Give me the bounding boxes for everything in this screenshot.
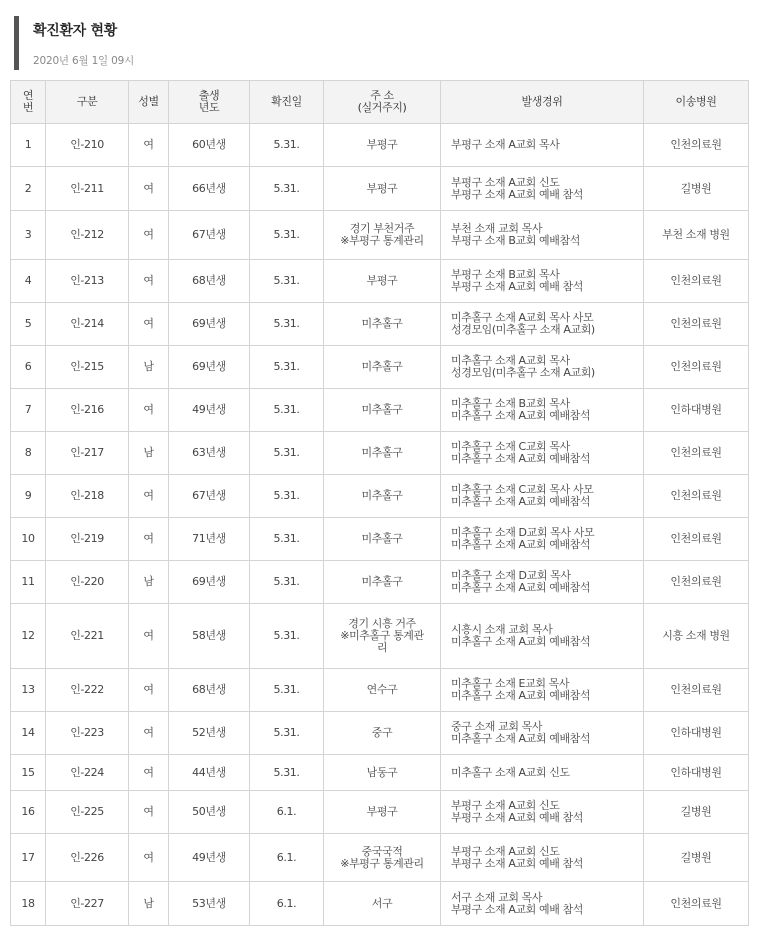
birth-year-cell: 67년생 — [169, 211, 250, 260]
route-cell — [441, 475, 644, 518]
case-id-cell: 인-215 — [46, 346, 129, 389]
case-id-cell: 인-218 — [46, 475, 129, 518]
address-line: 부평구 — [366, 274, 398, 287]
table-row — [11, 834, 749, 882]
birth-year-cell: 53년생 — [169, 882, 250, 926]
route-line: 부평구 소재 A교회 신도 — [451, 844, 560, 858]
header-line: 확진일 — [271, 95, 302, 108]
address-cell — [324, 669, 441, 712]
birth-year-cell: 49년생 — [169, 834, 250, 882]
confirmed-date-cell: 5.31. — [250, 755, 324, 791]
route-line: 미추홀구 소재 A교회 예배참석 — [451, 538, 591, 551]
confirmed-date-cell: 5.31. — [250, 669, 324, 712]
route-cell — [441, 518, 644, 561]
confirmed-date-cell: 5.31. — [250, 260, 324, 303]
route-cell — [441, 882, 644, 926]
confirmed-date-cell: 5.31. — [250, 712, 324, 755]
confirmed-date-cell: 6.1. — [250, 834, 324, 882]
case-id-cell: 인-222 — [46, 669, 129, 712]
hospital-cell: 인천의료원 — [644, 475, 749, 518]
address-cell — [324, 604, 441, 669]
route-cell — [441, 712, 644, 755]
route-cell — [441, 211, 644, 260]
route-line: 부평구 소재 B교회 예배참석 — [451, 234, 580, 247]
route-cell — [441, 432, 644, 475]
route-cell — [441, 834, 644, 882]
route-cell — [441, 791, 644, 834]
birth-year-cell: 60년생 — [169, 124, 250, 167]
route-line: 미추홀구 소재 A교회 목사 — [451, 354, 570, 367]
row-number-cell: 16 — [11, 791, 46, 834]
hospital-cell: 인천의료원 — [644, 882, 749, 926]
birth-year-cell: 71년생 — [169, 518, 250, 561]
address-line: 미추홀구 — [361, 360, 403, 373]
sex-cell: 남 — [129, 882, 169, 926]
route-line: 미추홀구 소재 A교회 신도 — [451, 765, 570, 779]
address-cell — [324, 791, 441, 834]
route-line: 부평구 소재 A교회 신도 — [451, 799, 560, 812]
birth-year-cell: 58년생 — [169, 604, 250, 669]
route-line: 미추홀구 소재 D교회 목사 사모 — [451, 526, 595, 539]
sex-cell: 여 — [129, 712, 169, 755]
sex-cell: 여 — [129, 669, 169, 712]
case-id-cell: 인-214 — [46, 303, 129, 346]
route-line: 미추홀구 소재 D교회 목사 — [451, 569, 571, 582]
address-line: ※부평구 통계관리 — [340, 234, 424, 247]
confirmed-date-cell: 5.31. — [250, 303, 324, 346]
table-row — [11, 432, 749, 475]
page-header — [14, 16, 134, 70]
address-line: 미추홀구 — [361, 575, 403, 588]
address-line: 미추홀구 — [361, 446, 403, 459]
sex-cell: 여 — [129, 518, 169, 561]
row-number-cell: 12 — [11, 604, 46, 669]
address-cell — [324, 303, 441, 346]
birth-year-cell: 69년생 — [169, 346, 250, 389]
address-cell — [324, 882, 441, 926]
route-cell — [441, 389, 644, 432]
confirmed-date-cell: 5.31. — [250, 432, 324, 475]
header-line: 발생경위 — [521, 95, 563, 108]
confirmed-date-cell: 5.31. — [250, 167, 324, 211]
sex-cell: 여 — [129, 124, 169, 167]
route-line: 성경모임(미추홀구 소재 A교회) — [451, 323, 595, 336]
sex-cell: 남 — [129, 346, 169, 389]
table-row — [11, 518, 749, 561]
route-cell — [441, 755, 644, 791]
route-line: 부평구 소재 A교회 예배 참석 — [451, 280, 583, 293]
col-id-header — [46, 81, 129, 124]
sex-cell: 여 — [129, 834, 169, 882]
table-row — [11, 882, 749, 926]
route-line: 부평구 소재 A교회 예배 참석 — [451, 187, 583, 201]
page-title: 확진환자 현황 — [33, 23, 117, 39]
address-cell — [324, 475, 441, 518]
birth-year-cell: 52년생 — [169, 712, 250, 755]
route-cell — [441, 124, 644, 167]
address-cell — [324, 432, 441, 475]
row-number-cell: 4 — [11, 260, 46, 303]
table-row — [11, 260, 749, 303]
confirmed-date-cell: 6.1. — [250, 882, 324, 926]
case-id-cell: 인-227 — [46, 882, 129, 926]
route-line: 미추홀구 소재 A교회 예배참석 — [451, 452, 591, 465]
table-row — [11, 346, 749, 389]
route-line: 부천 소재 교회 목사 — [451, 222, 543, 235]
route-line: 시흥시 소재 교회 목사 — [451, 623, 553, 636]
case-id-cell: 인-225 — [46, 791, 129, 834]
col-route-header — [441, 81, 644, 124]
case-id-cell: 인-217 — [46, 432, 129, 475]
route-line: 미추홀구 소재 A교회 예배참석 — [451, 732, 591, 745]
hospital-cell: 인천의료원 — [644, 561, 749, 604]
col-address-header — [324, 81, 441, 124]
header-line: 출생 — [198, 89, 220, 102]
birth-year-cell: 66년생 — [169, 167, 250, 211]
table-row — [11, 124, 749, 167]
address-line: 서구 — [371, 896, 393, 910]
route-line: 성경모임(미추홀구 소재 A교회) — [451, 366, 595, 379]
address-line: 중국국적 — [361, 844, 403, 858]
row-number-cell: 8 — [11, 432, 46, 475]
route-line: 미추홀구 소재 B교회 목사 — [451, 397, 570, 410]
route-cell — [441, 167, 644, 211]
route-cell — [441, 561, 644, 604]
row-number-cell: 11 — [11, 561, 46, 604]
header-line: 번 — [22, 101, 34, 114]
address-line: 부평구 — [366, 138, 398, 151]
row-number-cell: 15 — [11, 755, 46, 791]
route-cell — [441, 260, 644, 303]
birth-year-cell: 69년생 — [169, 561, 250, 604]
address-line: 미추홀구 — [361, 317, 403, 330]
case-id-cell: 인-210 — [46, 124, 129, 167]
case-id-cell: 인-219 — [46, 518, 129, 561]
col-number-header — [11, 81, 46, 124]
hospital-cell: 인천의료원 — [644, 518, 749, 561]
table-row — [11, 561, 749, 604]
hospital-cell: 길병원 — [644, 834, 749, 882]
row-number-cell: 2 — [11, 167, 46, 211]
table-row — [11, 303, 749, 346]
row-number-cell: 14 — [11, 712, 46, 755]
sex-cell: 여 — [129, 755, 169, 791]
table-row — [11, 475, 749, 518]
hospital-cell: 인하대병원 — [644, 389, 749, 432]
confirmed-date-cell: 5.31. — [250, 346, 324, 389]
header-line: 성별 — [138, 95, 159, 108]
row-number-cell: 7 — [11, 389, 46, 432]
sex-cell: 여 — [129, 303, 169, 346]
route-line: 중구 소재 교회 목사 — [451, 720, 543, 733]
hospital-cell: 인천의료원 — [644, 669, 749, 712]
route-line: 미추홀구 소재 A교회 목사 사모 — [451, 311, 594, 324]
birth-year-cell: 50년생 — [169, 791, 250, 834]
table-row — [11, 167, 749, 211]
header-line: 연 — [22, 89, 34, 102]
route-line: 부평구 소재 A교회 신도 — [451, 175, 560, 189]
sex-cell: 여 — [129, 475, 169, 518]
route-line: 부평구 소재 A교회 예배 참석 — [451, 811, 583, 824]
route-line: 미추홀구 소재 C교회 목사 — [451, 440, 570, 453]
hospital-cell: 인하대병원 — [644, 712, 749, 755]
col-hospital-header — [644, 81, 749, 124]
row-number-cell: 9 — [11, 475, 46, 518]
birth-year-cell: 63년생 — [169, 432, 250, 475]
address-line: 부평구 — [366, 805, 398, 818]
route-cell — [441, 669, 644, 712]
route-cell — [441, 346, 644, 389]
address-cell — [324, 518, 441, 561]
case-id-cell: 인-216 — [46, 389, 129, 432]
table-row — [11, 669, 749, 712]
route-line: 미추홀구 소재 E교회 목사 — [451, 677, 570, 690]
patient-table — [10, 80, 749, 926]
address-line: ※부평구 통계관리 — [340, 856, 424, 870]
hospital-cell: 시흥 소재 병원 — [644, 604, 749, 669]
confirmed-date-cell: 5.31. — [250, 518, 324, 561]
row-number-cell: 10 — [11, 518, 46, 561]
confirmed-date-cell: 6.1. — [250, 791, 324, 834]
birth-year-cell: 67년생 — [169, 475, 250, 518]
address-cell — [324, 712, 441, 755]
birth-year-cell: 69년생 — [169, 303, 250, 346]
col-birth-year-header — [169, 81, 250, 124]
route-line: 미추홀구 소재 A교회 예배참석 — [451, 495, 591, 508]
table-row — [11, 755, 749, 791]
address-cell — [324, 260, 441, 303]
address-cell — [324, 561, 441, 604]
address-line: 미추홀구 — [361, 532, 403, 545]
row-number-cell: 6 — [11, 346, 46, 389]
route-line: 미추홀구 소재 A교회 예배참석 — [451, 581, 591, 594]
header-line: 주 소 — [370, 89, 394, 102]
confirmed-date-cell: 5.31. — [250, 124, 324, 167]
hospital-cell: 인하대병원 — [644, 755, 749, 791]
birth-year-cell: 68년생 — [169, 260, 250, 303]
address-line: 경기 부천거주 — [349, 222, 415, 235]
hospital-cell: 길병원 — [644, 791, 749, 834]
hospital-cell: 인천의료원 — [644, 260, 749, 303]
header-line: 년도 — [198, 101, 220, 114]
route-line: 미추홀구 소재 A교회 예배참석 — [451, 635, 591, 648]
route-line: 미추홀구 소재 A교회 예배참석 — [451, 409, 591, 422]
table-row — [11, 211, 749, 260]
address-line: 연수구 — [366, 683, 398, 696]
sex-cell: 여 — [129, 211, 169, 260]
route-line: 서구 소재 교회 목사 — [451, 890, 543, 904]
header-line: 이송병원 — [675, 95, 717, 108]
sex-cell: 여 — [129, 260, 169, 303]
row-number-cell: 18 — [11, 882, 46, 926]
sex-cell: 여 — [129, 389, 169, 432]
route-line: 미추홀구 소재 C교회 목사 사모 — [451, 483, 594, 496]
hospital-cell: 인천의료원 — [644, 303, 749, 346]
address-line: 부평구 — [366, 181, 398, 195]
case-id-cell: 인-223 — [46, 712, 129, 755]
case-id-cell: 인-221 — [46, 604, 129, 669]
address-cell — [324, 755, 441, 791]
case-id-cell: 인-220 — [46, 561, 129, 604]
hospital-cell: 길병원 — [644, 167, 749, 211]
hospital-cell: 인천의료원 — [644, 432, 749, 475]
sex-cell: 남 — [129, 561, 169, 604]
table-row — [11, 791, 749, 834]
route-line: 부평구 소재 A교회 예배 참석 — [451, 856, 583, 870]
birth-year-cell: 44년생 — [169, 755, 250, 791]
header-line: 구분 — [76, 95, 98, 108]
route-cell — [441, 303, 644, 346]
address-line: 경기 시흥 거주 — [348, 617, 416, 630]
address-cell — [324, 346, 441, 389]
route-line: 부평구 소재 B교회 목사 — [451, 268, 560, 281]
header-line: (실거주지) — [357, 101, 407, 114]
table-row — [11, 604, 749, 669]
route-cell — [441, 604, 644, 669]
route-line: 미추홀구 소재 A교회 예배참석 — [451, 689, 591, 702]
address-line: 미추홀구 — [361, 489, 403, 502]
case-id-cell: 인-211 — [46, 167, 129, 211]
birth-year-cell: 49년생 — [169, 389, 250, 432]
table-header-row — [11, 81, 749, 124]
route-line: 부평구 소재 A교회 목사 — [451, 138, 560, 151]
address-cell — [324, 167, 441, 211]
address-line: 중구 — [371, 726, 393, 739]
address-line: 미추홀구 — [361, 403, 403, 416]
case-id-cell: 인-213 — [46, 260, 129, 303]
table-row — [11, 389, 749, 432]
hospital-cell: 부천 소재 병원 — [644, 211, 749, 260]
col-confirmed-date-header — [250, 81, 324, 124]
sex-cell: 남 — [129, 432, 169, 475]
row-number-cell: 3 — [11, 211, 46, 260]
case-id-cell: 인-212 — [46, 211, 129, 260]
confirmed-date-cell: 5.31. — [250, 604, 324, 669]
confirmed-date-cell: 5.31. — [250, 389, 324, 432]
sex-cell: 여 — [129, 167, 169, 211]
confirmed-date-cell: 5.31. — [250, 211, 324, 260]
address-cell — [324, 389, 441, 432]
col-sex-header — [129, 81, 169, 124]
case-id-cell: 인-226 — [46, 834, 129, 882]
confirmed-date-cell: 5.31. — [250, 561, 324, 604]
address-cell — [324, 834, 441, 882]
address-cell — [324, 124, 441, 167]
hospital-cell: 인천의료원 — [644, 124, 749, 167]
table-row — [11, 712, 749, 755]
hospital-cell: 인천의료원 — [644, 346, 749, 389]
address-line: ※미추홀구 통계관 — [340, 629, 424, 642]
row-number-cell: 5 — [11, 303, 46, 346]
address-line: 리 — [376, 641, 388, 654]
route-line: 부평구 소재 A교회 예배 참석 — [451, 902, 583, 916]
address-cell — [324, 211, 441, 260]
address-line: 남동구 — [366, 765, 398, 779]
sex-cell: 여 — [129, 604, 169, 669]
sex-cell: 여 — [129, 791, 169, 834]
page-timestamp: 2020년 6월 1일 09시 — [33, 55, 135, 67]
row-number-cell: 13 — [11, 669, 46, 712]
birth-year-cell: 68년생 — [169, 669, 250, 712]
case-id-cell: 인-224 — [46, 755, 129, 791]
row-number-cell: 17 — [11, 834, 46, 882]
row-number-cell: 1 — [11, 124, 46, 167]
confirmed-date-cell: 5.31. — [250, 475, 324, 518]
